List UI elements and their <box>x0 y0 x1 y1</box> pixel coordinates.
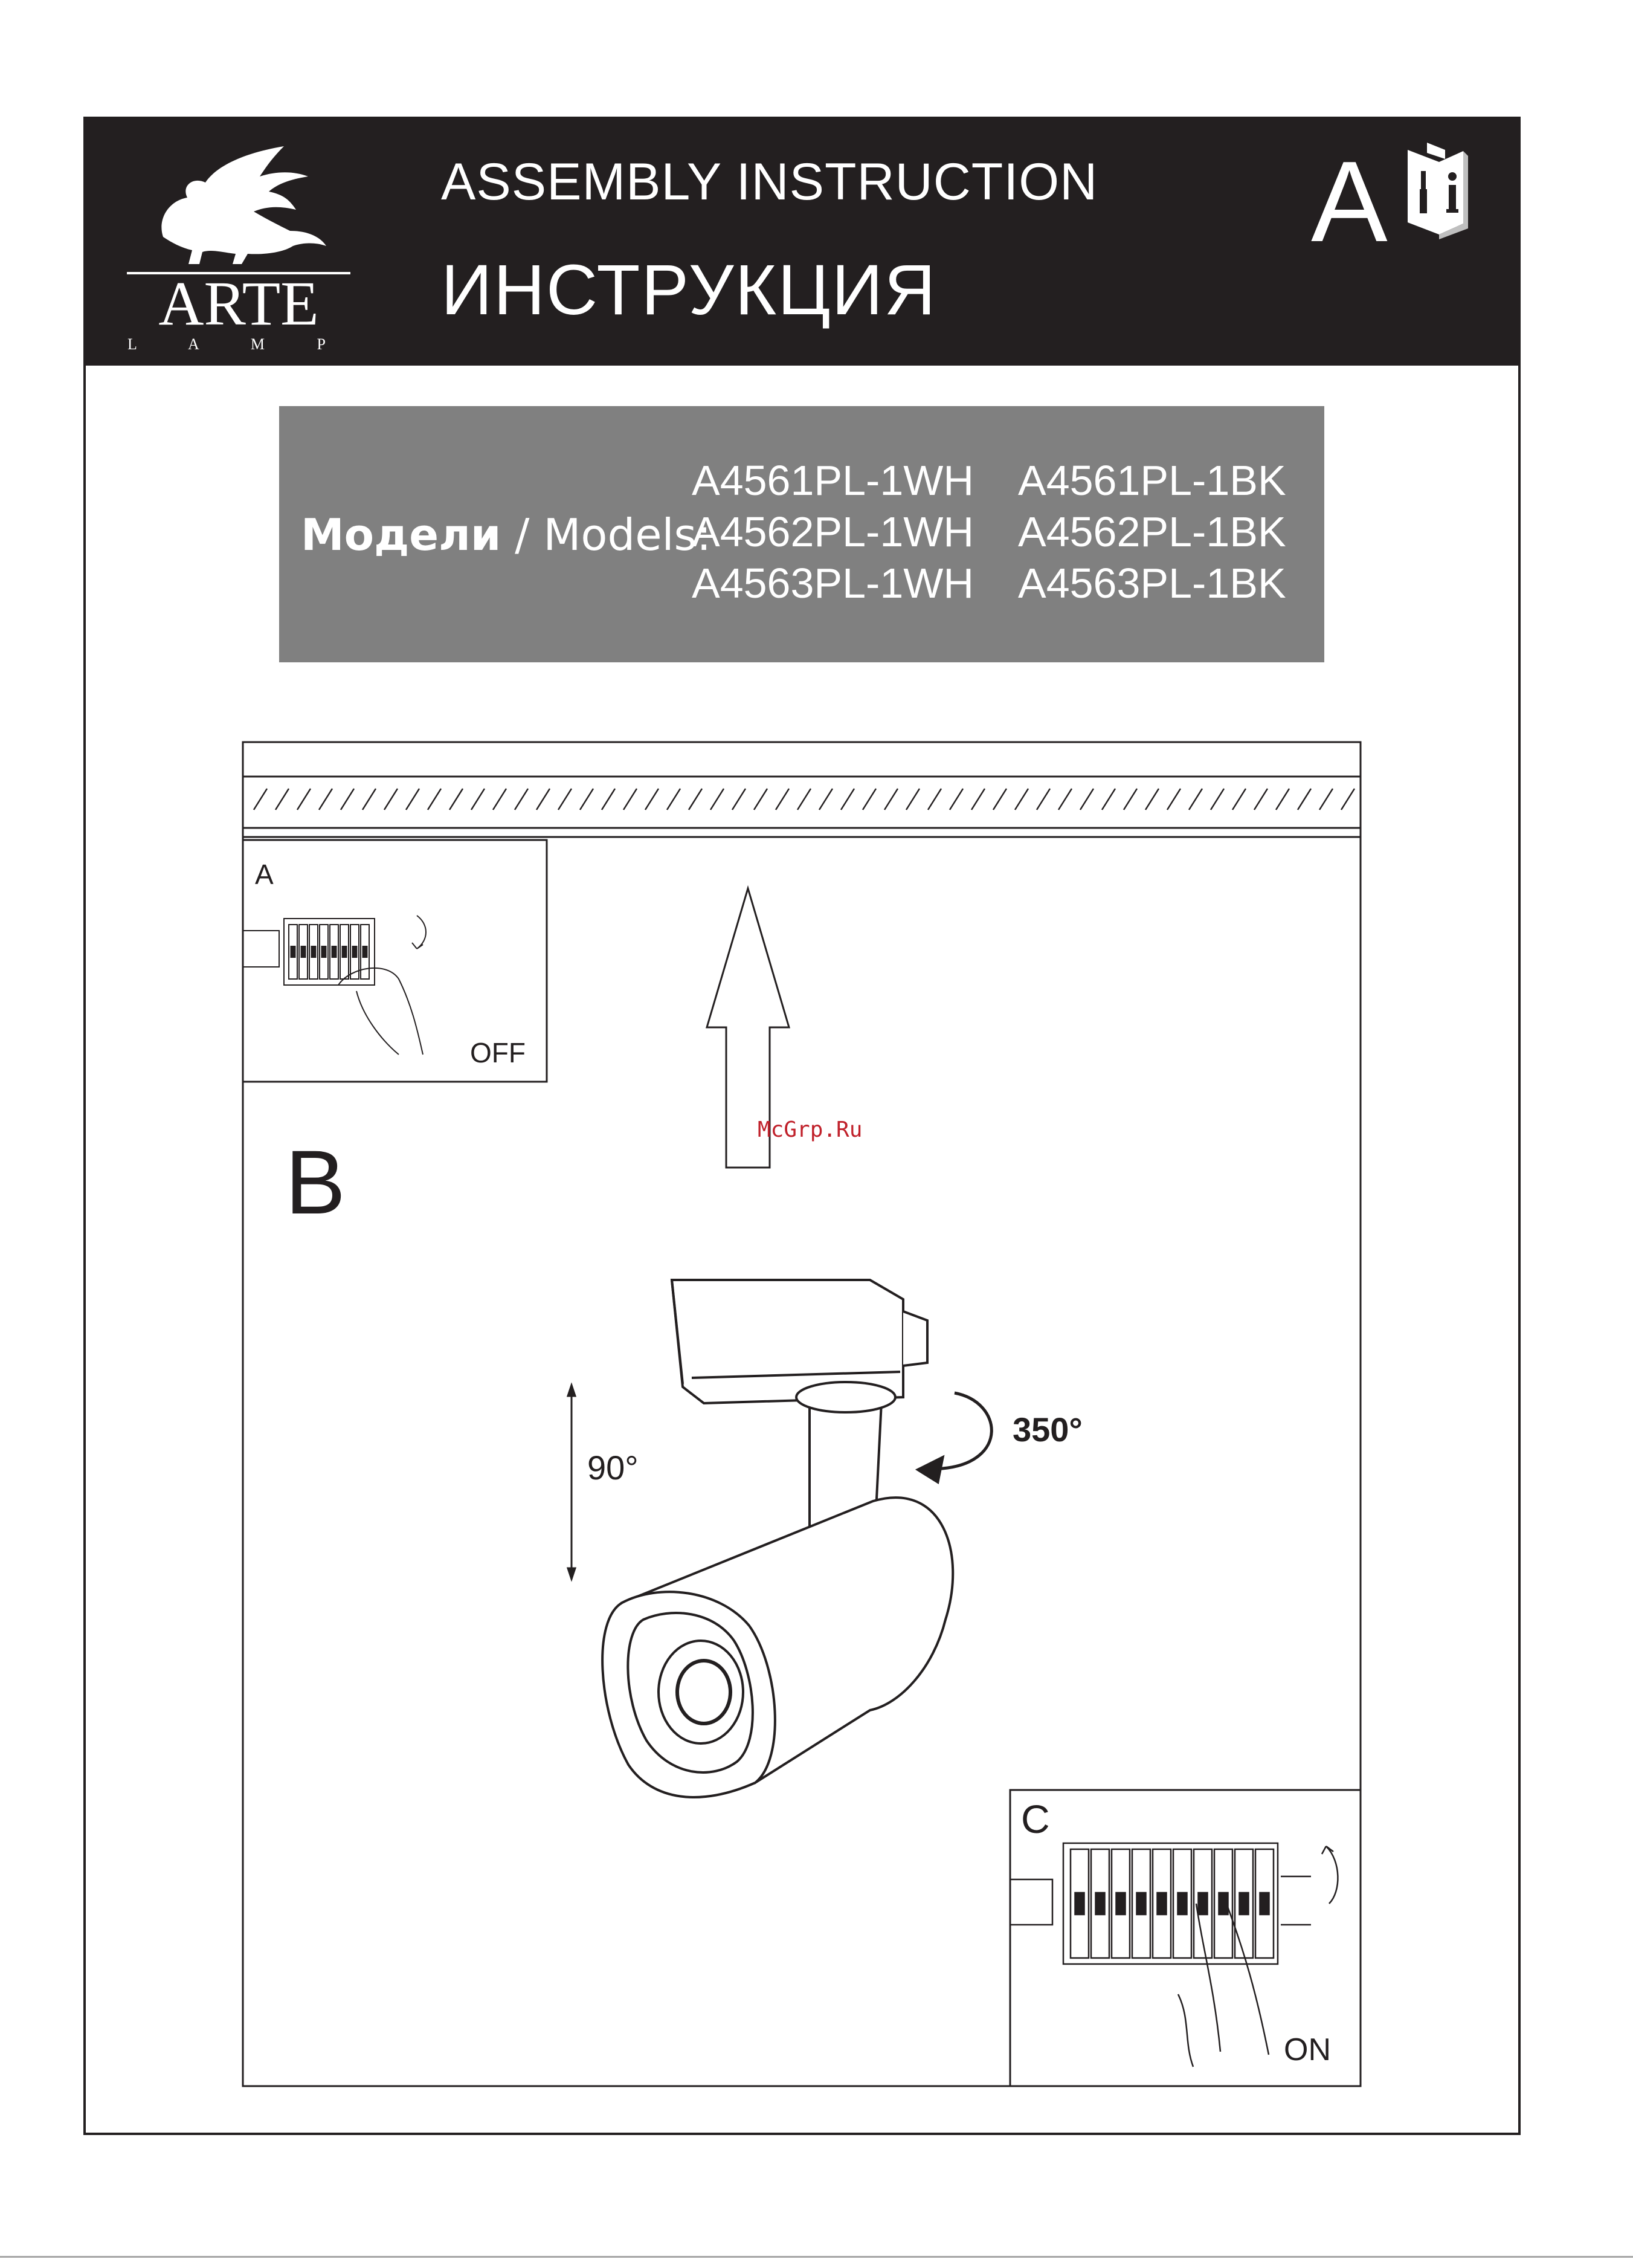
track-spotlight-illustration <box>602 1280 953 1797</box>
step-a-letter: A <box>255 859 274 890</box>
breaker-switch <box>1096 1893 1105 1914</box>
rotation-angle: 350° <box>1013 1410 1083 1449</box>
breaker-switch <box>1178 1893 1187 1914</box>
step-a-state: OFF <box>470 1037 526 1068</box>
breaker-switch <box>332 946 337 957</box>
watermark: McGrp.Ru <box>758 1117 863 1142</box>
step-b-letter: B <box>285 1131 346 1233</box>
breaker-panel-off-icon <box>243 916 426 1055</box>
breaker-switch <box>1158 1893 1167 1914</box>
ceiling-hatching <box>254 789 1354 810</box>
footer-rule <box>0 2256 1633 2258</box>
breaker-switch <box>1116 1893 1126 1914</box>
tilt-arrow-icon <box>568 1385 575 1579</box>
breaker-switch <box>312 946 316 957</box>
title-english: ASSEMBLY INSTRUCTION <box>441 153 1098 211</box>
model-code: A4562PL-1WH <box>692 508 974 555</box>
breaker-switch <box>1137 1893 1146 1914</box>
model-code: A4563PL-1BK <box>1018 560 1286 607</box>
breaker-switch <box>322 946 326 957</box>
brand-name: ARTE <box>158 269 319 338</box>
brand-sub: L A M P <box>127 335 350 352</box>
breaker-switch <box>343 946 347 957</box>
models-label-sep: / <box>501 509 544 560</box>
rotation-arrow-icon <box>918 1393 991 1482</box>
breaker-switch <box>1199 1893 1208 1914</box>
model-code: A4561PL-1BK <box>1018 457 1286 504</box>
step-c-state: ON <box>1284 2032 1331 2067</box>
breaker-switch <box>1240 1893 1249 1914</box>
section-letter: A <box>1311 138 1388 266</box>
model-code: A4561PL-1WH <box>692 457 974 504</box>
tilt-angle: 90° <box>587 1449 639 1487</box>
breaker-switch <box>353 946 357 957</box>
models-label-en: Models: <box>543 509 712 560</box>
title-russian: ИНСТРУКЦИЯ <box>441 250 937 330</box>
breaker-switch <box>291 946 295 957</box>
models-label-ru: Модели <box>301 509 501 560</box>
model-code: A4563PL-1WH <box>692 560 974 607</box>
breaker-switch <box>1075 1893 1084 1914</box>
diagram-box <box>243 742 1361 2086</box>
breaker-switch <box>1260 1893 1269 1914</box>
step-c-letter: C <box>1021 1797 1050 1841</box>
breaker-switch <box>301 946 306 957</box>
breaker-switch <box>363 946 367 957</box>
model-code: A4562PL-1BK <box>1018 508 1286 555</box>
